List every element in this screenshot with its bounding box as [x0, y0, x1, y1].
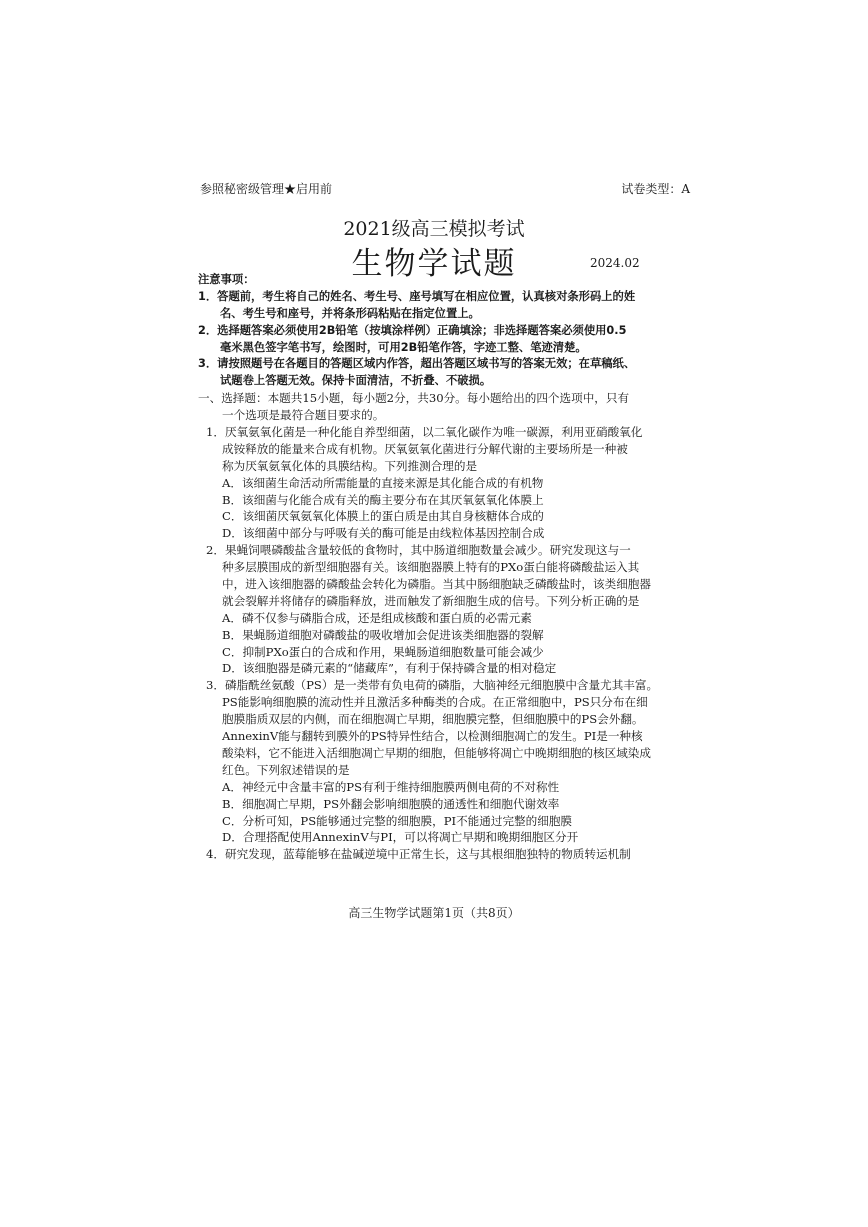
question-stem: 4．研究发现，蓝莓能够在盐碱逆境中正常生长，这与其根细胞独特的物质转运机制: [206, 847, 631, 862]
answer-option: A．神经元中含量丰富的PS有利于维持细胞膜两侧电荷的不对称性: [222, 779, 560, 794]
note-line: 3．请按照题号在各题目的答题区域内作答，超出答题区域书写的答案无效；在草稿纸、: [198, 357, 636, 371]
question-stem: 就会裂解并将储存的磷脂释放，进而触发了新细胞生成的信号。下列分析正确的是: [222, 593, 640, 608]
exam-date: 2024.02: [590, 256, 640, 270]
notes-heading: 注意事项：: [198, 273, 255, 286]
question-stem: 3．磷脂酰丝氨酸（PS）是一类带有负电荷的磷脂，大脑神经元细胞膜中含量尤其丰富。: [206, 678, 659, 693]
question-stem: 成铵释放的能量来合成有机物。厌氧氨氧化菌进行分解代谢的主要场所是一种被: [222, 441, 628, 456]
answer-option: A．该细菌生命活动所需能量的直接来源是其化能合成的有机物: [222, 475, 544, 490]
question-stem: 酸染料，它不能进入活细胞凋亡早期的细胞，但能够将凋亡中晚期细胞的核区域染成: [222, 745, 651, 760]
answer-option: D．该细胞器是磷元素的“储藏库”，有利于保持磷含量的相对稳定: [222, 661, 557, 676]
question-stem: 中，进入该细胞器的磷酸盐会转化为磷脂。当其中肠细胞缺乏磷酸盐时，该类细胞器: [222, 577, 651, 592]
answer-option: D．该细菌中部分与呼吸有关的酶可能是由线粒体基因控制合成: [222, 526, 545, 541]
question-stem: AnnexinⅤ能与翻转到膜外的PS特异性结合，以检测细胞凋亡的发生。PI是一种核: [222, 729, 643, 744]
confidentiality-label: 参照秘密级管理★启用前: [200, 182, 333, 196]
answer-option: B．果蝇肠道细胞对磷酸盐的吸收增加会促进该类细胞器的裂解: [222, 627, 544, 642]
section-heading: 一个选项是最符合题目要求的。: [222, 408, 385, 423]
exam-body: [198, 272, 670, 863]
answer-option: C．分析可知，PS能够通过完整的细胞膜，PI不能通过完整的细胞膜: [222, 813, 573, 828]
note-line: 试题卷上答题无效。保持卡面清洁，不折叠、不破损。: [220, 374, 492, 388]
question-stem: 称为厌氧氨氧化体的具膜结构。下列推测合理的是: [222, 458, 478, 473]
question-stem: 胞膜脂质双层的内侧，而在细胞凋亡早期，细胞膜完整，但细胞膜中的PS会外翻。: [222, 712, 644, 727]
answer-option: A．磷不仅参与磷脂合成，还是组成核酸和蛋白质的必需元素: [222, 610, 532, 625]
note-line: 毫米黑色签字笔书写，绘图时，可用2B铅笔作答，字迹工整、笔迹清楚。: [220, 340, 587, 354]
question-stem: PS能影响细胞膜的流动性并且激活多种酶类的合成。在正常细胞中，PS只分布在细: [222, 695, 648, 710]
answer-option: B．细胞凋亡早期，PS外翻会影响细胞膜的通透性和细胞代谢效率: [222, 796, 560, 811]
question-stem: 2．果蝇饲喂磷酸盐含量较低的食物时，其中肠道细胞数量会减少。研究发现这与一: [206, 543, 631, 558]
question-stem: 红色。下列叙述错误的是: [222, 762, 350, 777]
subject-title: 生物学试题: [351, 246, 517, 282]
page-footer: 高三生物学试题第1页（共8页）: [348, 906, 520, 920]
note-line: 2．选择题答案必须使用2B铅笔（按填涂样例）正确填涂；非选择题答案必须使用0.5: [198, 323, 627, 337]
answer-option: D．合理搭配使用AnnexinⅤ与PI，可以将凋亡早期和晚期细胞区分开: [222, 830, 579, 845]
question-stem: 1．厌氧氨氧化菌是一种化能自养型细菌，以二氧化碳作为唯一碳源，利用亚硝酸氧化: [206, 425, 643, 440]
answer-option: C．抑制PXo蛋白的合成和作用，果蝇肠道细胞数量可能会减少: [222, 644, 544, 659]
paper-type-label: 试卷类型：A: [621, 182, 690, 196]
answer-option: B．该细菌与化能合成有关的酶主要分布在其厌氧氨氧化体膜上: [222, 492, 544, 507]
answer-option: C．该细菌厌氧氨氧化体膜上的蛋白质是由其自身核糖体合成的: [222, 509, 544, 524]
exam-title: 2021级高三模拟考试: [343, 218, 525, 240]
question-stem: 种多层膜围成的新型细胞器有关。该细胞器膜上特有的PXo蛋白能将磷酸盐运入其: [222, 560, 640, 575]
note-line: 名、考生号和座号，并将条形码粘贴在指定位置上。: [220, 306, 480, 320]
section-heading: 一、选择题：本题共15小题，每小题2分，共30分。每小题给出的四个选项中，只有: [198, 391, 630, 406]
note-line: 1．答题前，考生将自己的姓名、考生号、座号填写在相应位置，认真核对条形码上的姓: [198, 289, 636, 303]
